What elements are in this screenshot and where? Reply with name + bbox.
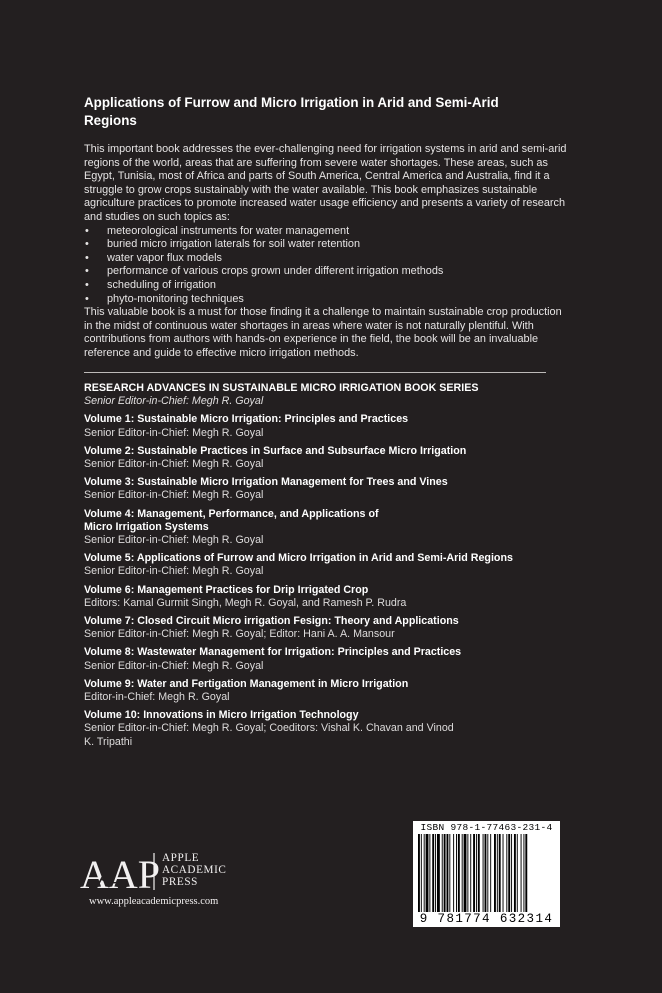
bullet-icon: • <box>85 292 89 305</box>
volume-item <box>84 445 562 471</box>
barcode-bar <box>523 834 524 912</box>
barcode-bar <box>487 834 488 912</box>
bullet-icon: • <box>85 278 89 291</box>
series-section <box>84 382 562 754</box>
volume-title: Volume 6: Management Practices for Drip Irrigated Crop <box>84 583 369 596</box>
logo-mark-text: AAP <box>80 852 160 891</box>
barcode-bar <box>456 834 457 912</box>
volume-title: Volume 3: Sustainable Micro Irrigation Management for Trees and Vines <box>84 476 448 489</box>
barcode-bar <box>464 834 467 912</box>
barcode-bar <box>499 834 501 912</box>
volume-item <box>84 615 562 641</box>
publisher-name: APPLE ACADEMIC PRESS <box>162 852 227 888</box>
barcode-bar <box>494 834 496 912</box>
book-title: Applications of Furrow and Micro Irrigation in Arid and Semi-Arid Regions <box>84 95 499 128</box>
barcode-bar <box>424 834 425 912</box>
volume-editor: Senior Editor-in-Chief: Megh R. Goyal <box>84 426 264 439</box>
description-closing: This valuable book is a must for those finding it a challenge to maintain sustainable crop production in the midst of continuous water shortages in areas where water is not naturally plentiful. With contributions from authors with hands-on experience in the field, the book will be an invaluable reference and guide to effective micro irrigation methods. <box>84 306 562 359</box>
volume-editor: Senior Editor-in-Chief: Megh R. Goyal <box>84 565 264 578</box>
volume-title: Volume 10: Innovations in Micro Irrigation Technology <box>84 709 359 722</box>
bullet-icon: • <box>85 224 89 237</box>
barcode-bar <box>418 834 420 912</box>
barcode-bar <box>442 834 443 912</box>
barcode-bar <box>449 834 450 912</box>
publisher-website: www.appleacademicpress.com <box>89 896 219 907</box>
description-intro: This important book addresses the ever-challenging need for irrigation systems in arid and semi-arid regions of the world, areas that are suffering from severe water shortages. These areas, such as Egypt, Tunisia, most of Africa and parts of South America, Central America and Australia, find it a struggle to grow crops sustainably with the water available. This book emphasizes sustainable agriculture practices to promote increased water usage efficiency and presents a variety of research and studies on such topics as: <box>84 143 567 223</box>
barcode-bar <box>508 834 510 912</box>
barcode-bar <box>467 834 468 912</box>
volume-item <box>84 552 562 578</box>
barcode-bar <box>462 834 463 912</box>
volume-item <box>84 646 562 672</box>
volume-item <box>84 678 562 704</box>
isbn-barcode <box>413 821 560 927</box>
volume-editor: Editors: Kamal Gurmit Singh, Megh R. Goyal, and Ramesh P. Rudra <box>84 596 407 609</box>
barcode-bar <box>473 834 475 912</box>
aap-logo-icon <box>80 851 160 891</box>
volume-editor: Editor-in-Chief: Megh R. Goyal <box>84 691 230 704</box>
barcode-bar <box>426 834 429 912</box>
barcode-bar <box>490 834 491 912</box>
barcode-bar <box>511 834 512 912</box>
volume-item <box>84 584 562 610</box>
barcode-bar <box>470 834 471 912</box>
topic-item: • meteorological instruments for water management <box>85 224 350 237</box>
barcode-bar <box>432 834 434 912</box>
volume-item <box>84 709 562 749</box>
bullet-icon: • <box>85 251 89 264</box>
barcode-bar <box>429 834 430 912</box>
barcode-bar <box>435 834 436 912</box>
volume-item <box>84 413 562 439</box>
barcode-bar <box>506 834 507 912</box>
volume-editor: Senior Editor-in-Chief: Megh R. Goyal <box>84 659 264 672</box>
barcode-bar <box>458 834 460 912</box>
volume-editor: Senior Editor-in-Chief: Megh R. Goyal; Coeditors: Vishal K. Chavan and Vinod K. Tripathi <box>84 722 454 748</box>
barcode-bar <box>521 834 522 912</box>
series-title: RESEARCH ADVANCES IN SUSTAINABLE MICRO IRRIGATION BOOK SERIES <box>84 382 479 394</box>
barcode-bar <box>517 834 518 912</box>
series-editor: Senior Editor-in-Chief: Megh R. Goyal <box>84 395 264 408</box>
topics-list <box>84 225 570 307</box>
volume-editor: Senior Editor-in-Chief: Megh R. Goyal <box>84 458 264 471</box>
topic-item: • performance of various crops grown under different irrigation methods <box>85 265 444 278</box>
volume-editor: Senior Editor-in-Chief: Megh R. Goyal <box>84 489 264 502</box>
barcode-bar <box>478 834 480 912</box>
topic-item: • buried micro irrigation laterals for soil water retention <box>85 238 361 251</box>
isbn-digits: 9 781774 632314 <box>419 912 554 926</box>
bullet-icon: • <box>85 238 89 251</box>
barcode-bar <box>476 834 477 912</box>
book-description <box>84 143 570 361</box>
section-divider <box>84 372 546 373</box>
barcode-bar <box>483 834 484 912</box>
barcode-bar <box>525 834 527 912</box>
barcode-bar <box>453 834 454 912</box>
volume-title: Volume 1: Sustainable Micro Irrigation: Principles and Practices <box>84 413 409 426</box>
volume-title: Volume 8: Wastewater Management for Irrigation: Principles and Practices <box>84 646 462 659</box>
barcode-bar <box>497 834 498 912</box>
barcode-bar <box>421 834 422 912</box>
volume-editor: Senior Editor-in-Chief: Megh R. Goyal <box>84 534 264 547</box>
barcode-bar <box>437 834 440 912</box>
topic-item: • phyto-monitoring techniques <box>85 292 244 305</box>
volume-item <box>84 476 562 502</box>
volume-item <box>84 508 562 548</box>
volume-editor: Senior Editor-in-Chief: Megh R. Goyal; Editor: Hani A. A. Mansour <box>84 628 395 641</box>
isbn-label: ISBN 978-1-77463-231-4 <box>420 822 553 833</box>
barcode-bar <box>503 834 504 912</box>
topic-item: • scheduling of irrigation <box>85 278 216 291</box>
bullet-icon: • <box>85 265 89 278</box>
topic-item: • water vapor flux models <box>85 251 223 264</box>
barcode-bar <box>447 834 449 912</box>
barcode-bars <box>418 834 555 914</box>
barcode-bar <box>444 834 446 912</box>
volume-title: Volume 7: Closed Circuit Micro irrigation Fesign: Theory and Applications <box>84 615 459 628</box>
volume-title: Volume 9: Water and Fertigation Management in Micro Irrigation <box>84 677 409 690</box>
volume-title: Volume 4: Management, Performance, and Applications of Micro Irrigation Systems <box>84 507 379 533</box>
barcode-bar <box>514 834 516 912</box>
volume-title: Volume 5: Applications of Furrow and Micro Irrigation in Arid and Semi-Arid Regions <box>84 552 513 565</box>
barcode-bar <box>485 834 487 912</box>
volume-title: Volume 2: Sustainable Practices in Surface and Subsurface Micro Irrigation <box>84 444 467 457</box>
